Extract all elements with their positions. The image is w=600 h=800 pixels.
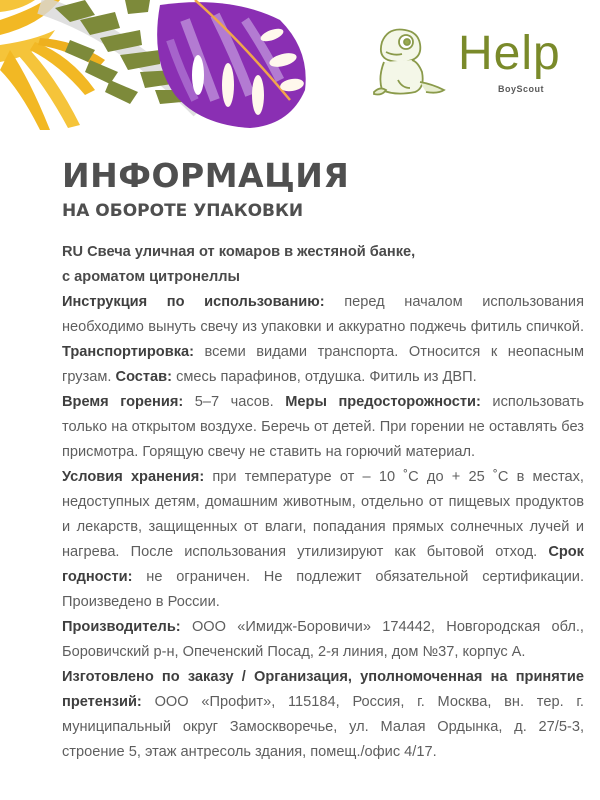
instruction-label: Инструкция по использованию: xyxy=(62,294,325,310)
product-name-line2: с ароматом цитронеллы xyxy=(62,269,241,285)
composition-text: смесь парафинов, отдушка. Фитиль из ДВП. xyxy=(172,369,477,385)
manufacturer-text: ООО «Имидж-Боровичи» 174442, Новгородская обл., Боровичский р-н, Опеченский Посад, 2-я линия, дом №37, корпус А. xyxy=(62,619,584,660)
logo-wordmark: Help xyxy=(458,27,561,80)
importer-label: Изготовлено по заказу / Организация, уполномоченная на принятие претензий: xyxy=(62,669,584,710)
package-info-text xyxy=(62,240,584,765)
page-title: ИНФОРМАЦИЯ xyxy=(62,156,350,195)
importer-text: ООО «Профит», 115184, Россия, г. Москва, вн. тер. г. муниципальный округ Замоскворечье, ул. Малая Ордынка, д. 27/5-3, строение 5, этаж антресоль здания, помещ./офис 4/17. xyxy=(62,694,584,760)
product-name-line1: RU Свеча уличная от комаров в жестяной банке, xyxy=(62,244,416,260)
transport-text: всеми видами транспорта. Относится к неопасным грузам. xyxy=(62,344,584,385)
page-subtitle: НА ОБОРОТЕ УПАКОВКИ xyxy=(62,201,304,221)
instruction-text: перед началом использования необходимо вынуть свечу из упаковки и аккуратно поджечь фитиль спичкой. xyxy=(62,294,584,335)
burn-time-label: Время горения: xyxy=(62,394,184,410)
storage-label: Условия хранения: xyxy=(62,469,205,485)
usage-paragraph xyxy=(62,290,584,390)
burn-time-text: 5–7 часов. xyxy=(183,394,286,410)
frog-mascot-icon xyxy=(370,22,450,102)
manufacturer-label: Производитель: xyxy=(62,619,181,635)
help-boyscout-logo xyxy=(370,22,590,112)
importer-paragraph xyxy=(62,665,584,765)
title-block xyxy=(62,158,349,222)
shelf-life-label: Срок годности: xyxy=(62,544,584,585)
tropical-leaves-illustration xyxy=(0,0,360,135)
precautions-text: использовать только на открытом воздухе. Беречь от детей. При горении не оставлять без присмотра. Горящую свечу не ставить на горючий материал. xyxy=(62,394,585,460)
safety-paragraph xyxy=(62,390,584,465)
logo-subtitle: BoyScout xyxy=(498,84,545,94)
storage-paragraph xyxy=(62,465,584,615)
composition-label: Состав: xyxy=(115,369,173,385)
precautions-label: Меры предосторожности: xyxy=(285,394,481,410)
product-name xyxy=(62,240,584,290)
transport-label: Транспортировка: xyxy=(62,344,194,360)
manufacturer-paragraph xyxy=(62,615,584,665)
purple-monstera-leaf-icon xyxy=(157,0,306,128)
storage-text: при температуре от – 10 ˚С до + 25 ˚С в местах, недоступных детям, домашним животным, отдельно от пищевых продуктов и лекарств, защищенных от влаги, попадания прямых солнечных лучей и нагрева. После использования утилизируют как бытовой отход. xyxy=(62,469,584,560)
shelf-life-text: не ограничен. Не подлежит обязательной сертификации. Произведено в России. xyxy=(62,569,584,610)
header-banner xyxy=(0,0,600,135)
